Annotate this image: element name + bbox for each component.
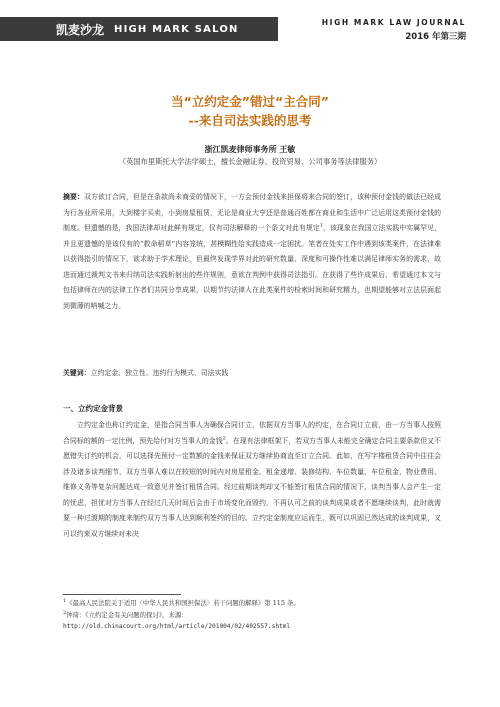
salon-name-cn: 凯麦沙龙 (56, 22, 105, 37)
journal-issue: 2016 年第三期 (405, 32, 466, 42)
abstract-label: 摘要： (63, 193, 85, 201)
abstract-text-1: 双方欲订合同，但是在条款尚未商妥的情况下，一方会预付金钱来担保将来合同的签订，该种预付金钱的做法已经成为行各业所采用，大到楼宇买卖，小到房屋租赁，无论是商业大亨还是普通百姓都在商业和生活中广泛运用这类预付金钱的制度。但遗憾的是，我国法律却对此鲜有规定，仅有司法解释的一个条文对此有规定 (63, 193, 442, 232)
abstract (63, 190, 441, 314)
section-body (63, 418, 441, 542)
footnote-ref-2[interactable]: 2 (222, 435, 226, 442)
abstract-text-2: ，该现象在我国立法实践中实属罕见，并且更遗憾的是该仅有的“救命稻草”内容笼统，甚模糊性给实践造成一定困扰。笔者在处实工作中遇到该类案件，在法律难以获得指引的情况下，欲求助于学术理论，但最终发现学界对此的研究数量、深度和可操作性难以满足律师实务的需求，故进而通过裁判文书来归纳司法实践斩射出的些许规则，意欲在判例中获得司法指引。在获得了些许成果后，希望通过本文与包括律师在内的法律工作者们共同分享成果，以期节约法律人在此类案件的检索时间和研究精力，也期望能够对立法层面起到微薄的呐喊之力。 (63, 224, 441, 310)
footnote-ref-1[interactable]: 1 (319, 222, 323, 229)
footnote-1-text: 《最高人民法院关于适用〈中华人民共和国担保法〉若干问题的解释》第 115 条。 (66, 599, 300, 607)
author-bio: （英国布里斯托大学法学硕士，擅长金融证券、投资贸易、公司事务等法律服务） (118, 157, 382, 166)
journal-header (322, 18, 466, 42)
footnote-2-link[interactable]: http://old.chinacourt.org/html/article/201004/02/402557.shtml (63, 623, 291, 630)
author-line: 浙江凯麦律师事务所 王敏 (204, 144, 296, 154)
article-title: 当“立约定金”错过“主合同” (171, 94, 329, 109)
keywords-label: 关键词： (63, 369, 91, 377)
keywords (63, 366, 441, 382)
footnote-divider (63, 594, 181, 595)
section-body-text-1: 立约定金也称订约定金，是指合同当事人为确保合同订立，依据双方当事人的约定，在合同订立前，由一方当事人按照合同标的额的一定比例，预先给付对方当事人的金钱 (63, 421, 441, 445)
section-heading: 一、立约定金背景 (63, 404, 123, 413)
salon-name-en: HIGH MARK SALON (114, 23, 239, 35)
footnote-2 (63, 610, 443, 622)
article-subtitle: --来自司法实践的思考 (188, 113, 312, 128)
footnote-2-text: 钟琦：《立约定金有关问题的探讨》，来源： (66, 610, 188, 619)
keywords-text: 立约定金、独立性、违约行为模式、司法实践 (90, 369, 229, 377)
footnotes (63, 598, 443, 633)
footnote-2-mark: 2 (63, 609, 67, 616)
section-body-text-2: 。在现有法律框架下，若双方当事人未能完全确定合同主要条款但又不愿错失订约的机会，可以选择先预付一定数额的金钱来保证双方继续协商直至订立合同。此如，在写字楼租赁合同中往往会涉及诸多谈判细节，双方当事人难以在较短的时间内对房屋租金、租金递增、装修结构、车位数量、车位租金、物业费用、维修义务等复杂问题达成一致意见并签订租赁合同。经过前期谈判却又不能签订租赁合同的情况下，谈判当事人会产生一定的忧虑，担忧对方当事人在经过几天时间后会由于市场变化而毁约，不再认可之前的谈判成果或者不愿继续谈判，此时就需要一种过渡期的制度来制约双方当事人达到顺利签约的目的。立约定金制度应运而生，既可以巩固已然达成的谈判成果，又可以约束双方继续对未决 (63, 436, 441, 538)
footnote-1-mark: 1 (63, 597, 67, 604)
footnote-1 (63, 598, 443, 610)
journal-name: HIGH MARK LAW JOURNAL (321, 18, 466, 27)
salon-banner (0, 17, 278, 41)
